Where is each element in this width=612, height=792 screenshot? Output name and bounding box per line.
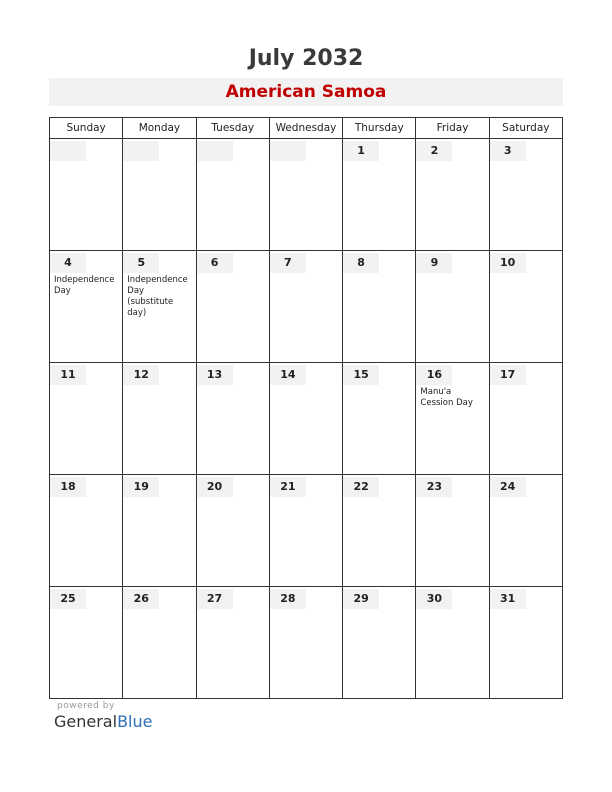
weekday-header: Thursday bbox=[343, 118, 416, 139]
weekday-header: Friday bbox=[416, 118, 489, 139]
day-cell bbox=[50, 587, 123, 699]
day-cell bbox=[123, 587, 196, 699]
day-number: 27 bbox=[197, 589, 233, 609]
week-row bbox=[50, 251, 563, 363]
day-number bbox=[270, 141, 306, 161]
day-cell bbox=[269, 363, 342, 475]
weekday-header: Wednesday bbox=[269, 118, 342, 139]
day-cell bbox=[196, 251, 269, 363]
day-number: 2 bbox=[416, 141, 452, 161]
brand-general-text: General bbox=[54, 712, 118, 731]
day-number: 10 bbox=[490, 253, 526, 273]
day-number bbox=[123, 141, 159, 161]
holiday-label: Independence Day (substitute day) bbox=[127, 275, 188, 318]
day-cell bbox=[416, 363, 489, 475]
holiday-label: Independence Day bbox=[54, 275, 115, 296]
day-cell bbox=[196, 475, 269, 587]
day-cell bbox=[50, 251, 123, 363]
day-cell bbox=[50, 475, 123, 587]
day-cell bbox=[343, 363, 416, 475]
day-cell bbox=[489, 587, 562, 699]
weekday-header: Tuesday bbox=[196, 118, 269, 139]
day-cell bbox=[343, 475, 416, 587]
region-name: American Samoa bbox=[225, 82, 387, 102]
day-number: 12 bbox=[123, 365, 159, 385]
week-row bbox=[50, 587, 563, 699]
day-number: 31 bbox=[490, 589, 526, 609]
day-number: 25 bbox=[50, 589, 86, 609]
brand-blue-text: Blue bbox=[117, 712, 153, 731]
day-number: 20 bbox=[197, 477, 233, 497]
day-number: 3 bbox=[490, 141, 526, 161]
day-number: 6 bbox=[197, 253, 233, 273]
day-number: 24 bbox=[490, 477, 526, 497]
day-cell bbox=[269, 475, 342, 587]
day-number bbox=[197, 141, 233, 161]
week-row bbox=[50, 363, 563, 475]
day-cell bbox=[416, 139, 489, 251]
day-number: 18 bbox=[50, 477, 86, 497]
weekday-header: Sunday bbox=[50, 118, 123, 139]
empty-day-cell bbox=[123, 139, 196, 251]
day-cell bbox=[489, 139, 562, 251]
day-number: 1 bbox=[343, 141, 379, 161]
day-number: 28 bbox=[270, 589, 306, 609]
page-title: July 2032 bbox=[248, 46, 364, 71]
day-number: 11 bbox=[50, 365, 86, 385]
day-cell bbox=[50, 363, 123, 475]
day-cell bbox=[416, 475, 489, 587]
day-cell bbox=[343, 251, 416, 363]
holiday-label: Manu'a Cession Day bbox=[420, 387, 473, 408]
week-row bbox=[50, 475, 563, 587]
day-cell bbox=[196, 587, 269, 699]
day-cell bbox=[343, 587, 416, 699]
weekday-header: Saturday bbox=[489, 118, 562, 139]
day-cell bbox=[196, 363, 269, 475]
day-cell bbox=[123, 475, 196, 587]
day-number: 23 bbox=[416, 477, 452, 497]
day-cell bbox=[123, 363, 196, 475]
day-cell bbox=[269, 251, 342, 363]
day-number: 29 bbox=[343, 589, 379, 609]
day-number: 19 bbox=[123, 477, 159, 497]
day-cell bbox=[489, 475, 562, 587]
calendar-grid bbox=[49, 117, 563, 699]
powered-by-label: powered by bbox=[57, 701, 115, 711]
weekday-header: Monday bbox=[123, 118, 196, 139]
day-number: 30 bbox=[416, 589, 452, 609]
day-number: 7 bbox=[270, 253, 306, 273]
empty-day-cell bbox=[269, 139, 342, 251]
day-number: 13 bbox=[197, 365, 233, 385]
day-number: 8 bbox=[343, 253, 379, 273]
day-number: 16 bbox=[416, 365, 452, 385]
day-number: 4 bbox=[50, 253, 86, 273]
day-cell bbox=[269, 587, 342, 699]
day-number: 9 bbox=[416, 253, 452, 273]
day-cell bbox=[416, 587, 489, 699]
day-number: 14 bbox=[270, 365, 306, 385]
empty-day-cell bbox=[50, 139, 123, 251]
day-number: 22 bbox=[343, 477, 379, 497]
day-cell bbox=[123, 251, 196, 363]
weekday-header-row bbox=[50, 118, 563, 139]
day-cell bbox=[343, 139, 416, 251]
day-cell bbox=[489, 251, 562, 363]
week-row bbox=[50, 139, 563, 251]
empty-day-cell bbox=[196, 139, 269, 251]
brand-logo[interactable] bbox=[54, 712, 152, 731]
day-cell bbox=[489, 363, 562, 475]
day-number: 15 bbox=[343, 365, 379, 385]
region-banner bbox=[49, 78, 563, 106]
day-number bbox=[50, 141, 86, 161]
day-number: 26 bbox=[123, 589, 159, 609]
day-number: 5 bbox=[123, 253, 159, 273]
day-number: 17 bbox=[490, 365, 526, 385]
day-number: 21 bbox=[270, 477, 306, 497]
day-cell bbox=[416, 251, 489, 363]
